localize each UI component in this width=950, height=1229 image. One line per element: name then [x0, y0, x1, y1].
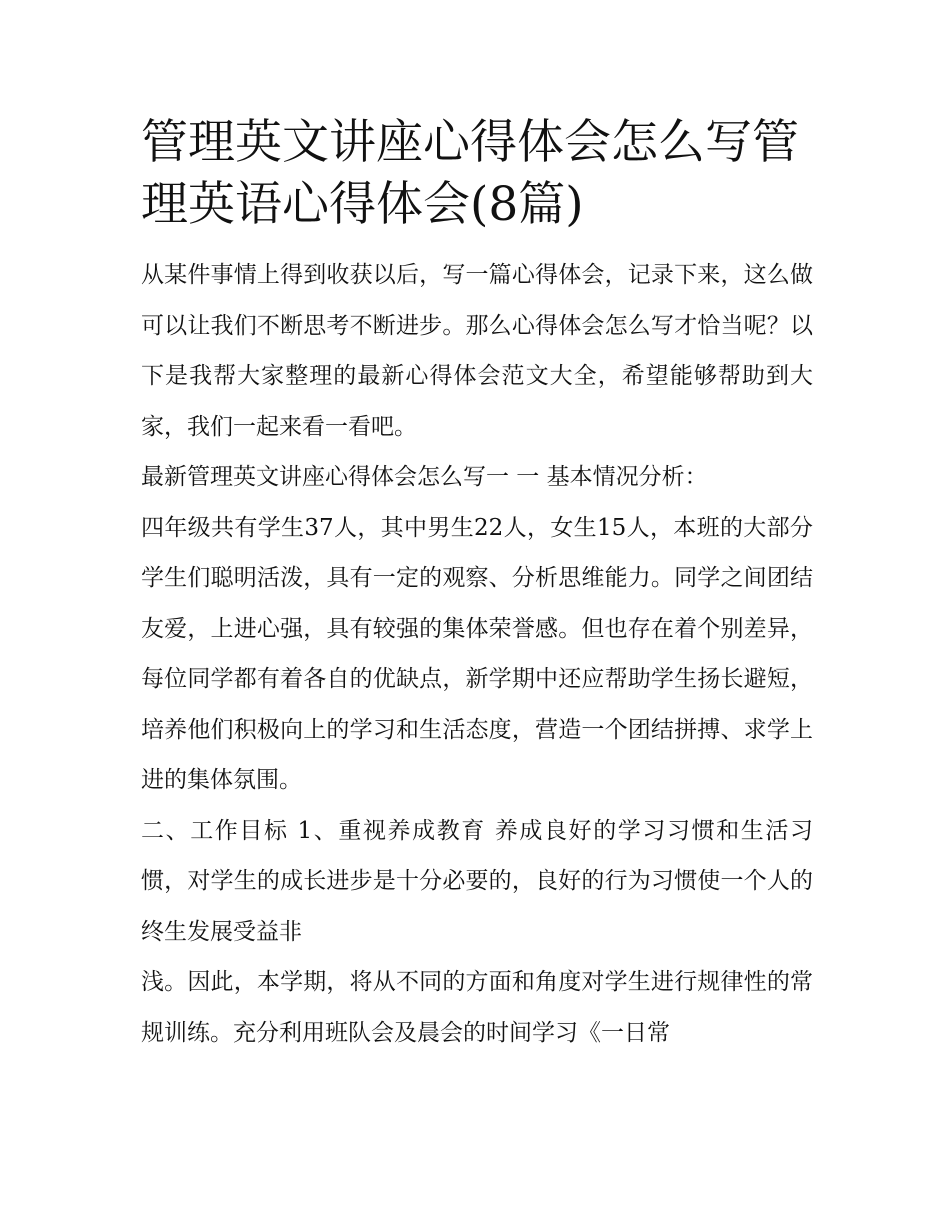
paragraph-routine-training: 浅。因此，本学期，将从不同的方面和角度对学生进行规律性的常规训练。充分利用班队会及晨会的时间学习《一日常 [141, 969, 813, 1046]
paragraph-class-situation: 四年级共有学生37人，其中男生22人，女生15人，本班的大部分学生们聪明活泼，具有一定的观察、分析思维能力。同学之间团结友爱，上进心强，具有较强的集体荣誉感。但也存在着个别差异，每位同学都有着各自的优缺点，新学期中还应帮助学生扬长避短，培养他们积极向上的学习和生活态度，营造一个团结拼搏、求学上进的集体氛围。 [141, 514, 813, 793]
paragraph-intro: 从某件事情上得到收获以后，写一篇心得体会，记录下来，这么做可以让我们不断思考不断进步。那么心得体会怎么写才恰当呢？以下是我帮大家整理的最新心得体会范文大全，希望能够帮助到大家，我们一起来看一看吧。 [141, 262, 813, 440]
document-title: 管理英文讲座心得体会怎么写管理英语心得体会(8篇) [141, 115, 799, 232]
document-page [141, 112, 813, 1058]
paragraph-section-heading: 最新管理英文讲座心得体会怎么写一 一 基本情况分析： [141, 464, 708, 490]
paragraph-work-goals: 二、工作目标 1、重视养成教育 养成良好的学习习惯和生活习惯，对学生的成长进步是十分必要的，良好的行为习惯使一个人的终生发展受益非 [141, 817, 813, 945]
document-body [141, 250, 813, 1058]
